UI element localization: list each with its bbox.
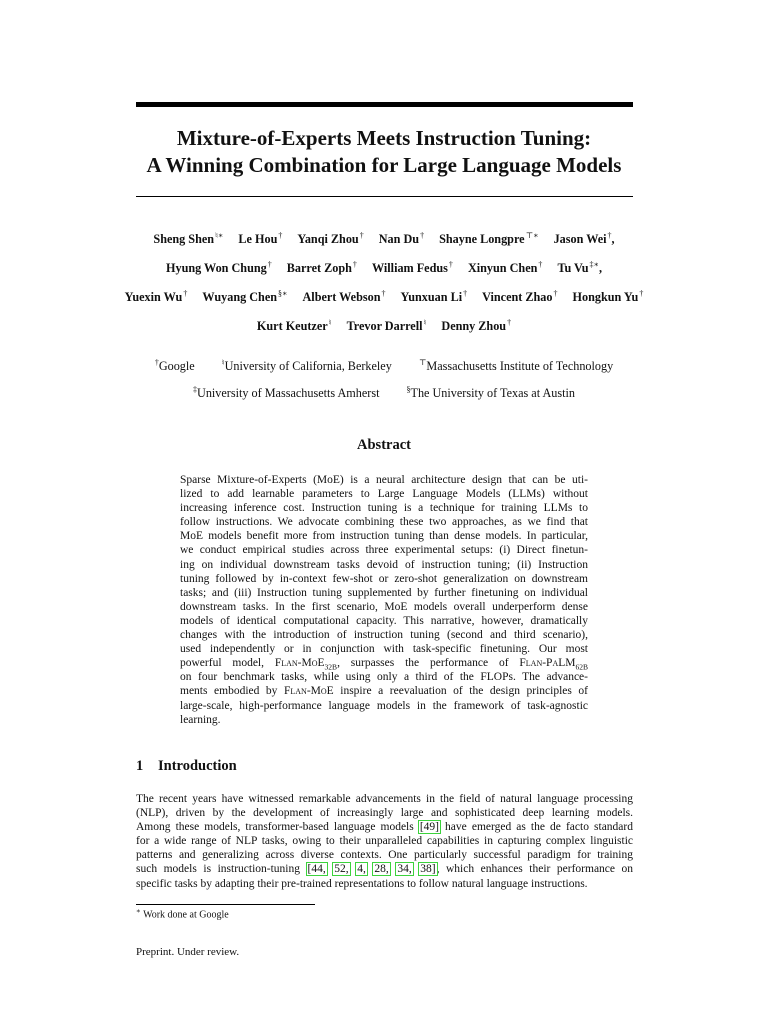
title-line-1: Mixture-of-Experts Meets Instruction Tuning: (176, 126, 592, 150)
affiliation-row-1 (90, 359, 678, 374)
preprint-notice: Preprint. Under review. (136, 946, 240, 958)
abstract-line: large-scale, high-performance language models in the framework of task-agnostic (180, 699, 588, 712)
author: Xinyun Chen† (467, 259, 543, 275)
author: William Fedus† (371, 259, 453, 275)
intro-line: such models is instruction-tuning [44, 52, 4, 28, 34, 38], which enhances their performance on (136, 863, 634, 876)
abstract-line: lized to add learnable parameters to Large Language Models (LLMs) without (180, 488, 588, 501)
affiliation: †Google (154, 357, 195, 373)
author-row-1 (90, 232, 678, 247)
author-row-4 (90, 319, 678, 334)
citation-link[interactable]: [44, (307, 863, 326, 876)
abstract-line: used independently or in conjunction with task-specific finetuning. Our most (180, 643, 588, 656)
intro-line: The recent years have witnessed remarkable advancements in the field of natural language processing (136, 793, 633, 805)
citation-link[interactable]: 28, (374, 863, 389, 876)
affiliation: §The University of Texas at Austin (406, 384, 575, 400)
author: Yunxuan Li† (400, 288, 468, 304)
title-top-rule (136, 102, 633, 107)
footnote-text: Work done at Google (143, 909, 229, 921)
author: Le Hou† (238, 230, 283, 246)
affiliation-row-2 (90, 386, 678, 401)
citation-link[interactable]: 38] (420, 863, 436, 876)
affiliation: ⊤Massachusetts Institute of Technology (418, 357, 614, 373)
footnote-mark: ∗ (136, 907, 141, 915)
abstract-line: changes with the introduction of instruction tuning (second and third scenario), (180, 629, 588, 642)
author: Hongkun Yu† (572, 288, 644, 304)
author: Jason Wei†, (553, 230, 615, 246)
author: Hyung Won Chung† (166, 259, 272, 275)
author-row-2 (90, 261, 678, 276)
title-line-2: A Winning Combination for Large Language Models (146, 153, 622, 177)
abstract-line: tasks; and (iii) Instruction tuning supplemented by further finetuning on individual (180, 586, 588, 599)
abstract-body (180, 473, 588, 727)
abstract-line: ments embodied by Flan-MoE inspire a reevaluation of the design principles of (180, 685, 588, 698)
model-name: Flan-MoE (284, 685, 334, 698)
footnote-rule (136, 904, 315, 905)
title-bottom-rule (136, 196, 633, 197)
intro-line: specific tasks by adapting their pre-trained representations to follow natural language instructions. (136, 877, 588, 890)
affiliation: ♮University of California, Berkeley (221, 357, 392, 373)
author: Yanqi Zhou† (297, 230, 364, 246)
author: Kurt Keutzer♮ (256, 317, 332, 333)
abstract-line: powerful model, Flan-MoE$_{32B}$, surpasses the performance of Flan-PaLM$_{62B}$ (180, 657, 588, 672)
author: Trevor Darrell♮ (346, 317, 427, 333)
footnote (136, 907, 229, 920)
citation-link[interactable]: [49] (419, 821, 439, 834)
citation-link[interactable]: 52, (334, 863, 349, 876)
affiliation: ‡University of Massachusetts Amherst (193, 384, 380, 400)
abstract-line: on four benchmark tasks, while using only a third of the FLOPs. The advance- (180, 671, 588, 684)
citation-link[interactable]: 34, (397, 863, 412, 876)
section-heading-introduction (136, 758, 237, 775)
abstract-line: tuning followed by in-context few-shot or zero-shot generalization on downstream (180, 572, 588, 585)
author: Denny Zhou† (441, 317, 512, 333)
author: Yuexin Wu† (124, 288, 188, 304)
abstract-line: we conduct empirical studies across three experimental setups: (i) Direct finetun- (180, 544, 588, 557)
abstract-line: downstream tasks. In the first scenario, MoE models overall underperform dense (180, 600, 588, 613)
abstract-line: follow instructions. We advocate combining these two approaches, as we find that (180, 516, 588, 529)
section-title: Introduction (158, 758, 237, 774)
abstract-line: ing on individual downstream tasks devoid of instruction tuning; (ii) Instruction (180, 558, 588, 571)
author: Tu Vu‡∗, (557, 259, 602, 275)
author: Vincent Zhao† (482, 288, 558, 304)
author: Nan Du† (378, 230, 425, 246)
abstract-line: MoE models benefit more from instruction tuning than dense models. In particular, (180, 530, 588, 543)
author-row-3 (90, 290, 678, 305)
introduction-body (136, 792, 633, 891)
paper-title (110, 125, 658, 179)
intro-line: for a wide range of NLP tasks, owing to their unparalleled capabilities in capturing complex linguistic (136, 835, 633, 848)
abstract-line: Sparse Mixture-of-Experts (MoE) is a neural architecture design that can be uti- (180, 474, 588, 486)
author: Barret Zoph† (286, 259, 357, 275)
author: Wuyang Chen§∗ (202, 288, 288, 304)
section-number: 1 (136, 758, 144, 774)
abstract-line: increasing inference cost. Instruction tuning is a technique for training LLMs to (180, 502, 588, 515)
intro-line: patterns and generalizing across diverse contexts. One particularly successful paradigm for training (136, 849, 633, 862)
model-name: Flan-MoE (274, 657, 325, 670)
model-name: Flan-PaLM (519, 657, 576, 670)
author: Sheng Shen♮∗ (153, 230, 224, 246)
abstract-line: learning. (180, 713, 221, 726)
author: Shayne Longpre⊤∗ (439, 230, 539, 246)
citation-link[interactable]: 4, (357, 863, 366, 876)
intro-line: (NLP), driven by the development of increasingly large and sophisticated deep learning models. (136, 807, 633, 820)
abstract-heading: Abstract (357, 437, 411, 453)
intro-line: Among these models, transformer-based language models [49] have emerged as the de facto standard (136, 821, 633, 834)
author: Albert Webson† (302, 288, 386, 304)
abstract-line: models of identical computational capacity. This narrative, however, dramatically (180, 614, 588, 627)
